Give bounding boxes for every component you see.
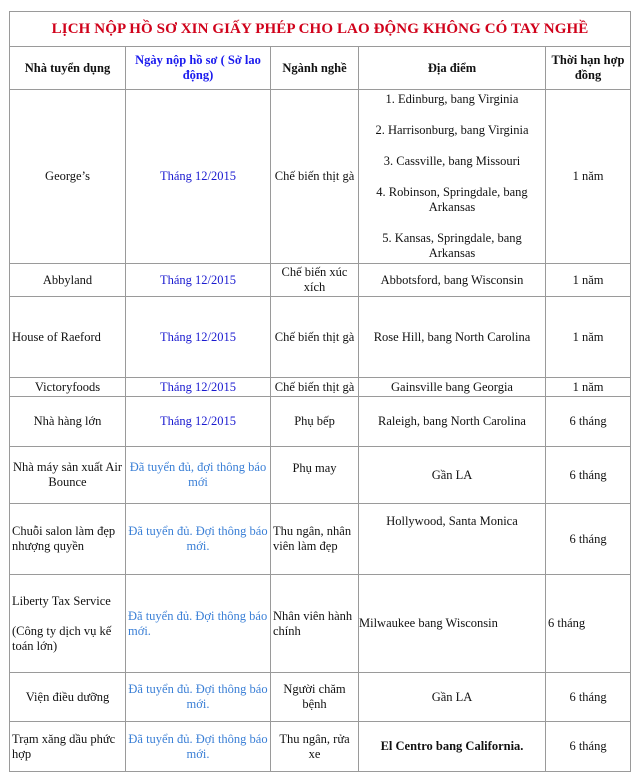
contract-cell: 6 tháng [546, 397, 631, 447]
contract-cell: 1 năm [546, 264, 631, 297]
location-cell: El Centro bang California. [359, 722, 546, 772]
industry-cell: Thu ngân, rửa xe [271, 722, 359, 772]
contract-cell: 1 năm [546, 378, 631, 397]
location-item: 3. Cassville, bang Missouri [383, 154, 521, 168]
contract-cell: 6 tháng [546, 575, 631, 673]
date-cell: Đã tuyển đủ. Đợi thông báo mới. [126, 722, 271, 772]
location-cell: Gần LA [359, 673, 546, 722]
industry-cell: Chế biến thịt gà [271, 297, 359, 378]
contract-cell: 6 tháng [546, 722, 631, 772]
date-cell: Đã tuyển đủ. Đợi thông báo mới. [126, 673, 271, 722]
employer-cell: Nhà máy sản xuất Air Bounce [10, 447, 126, 504]
contract-cell: 6 tháng [546, 447, 631, 504]
industry-cell: Nhân viên hành chính [271, 575, 359, 673]
location-cell: Milwaukee bang Wisconsin [359, 575, 546, 673]
location-cell [359, 90, 546, 264]
employer-cell [10, 575, 126, 673]
date-cell: Tháng 12/2015 [126, 378, 271, 397]
table-title: LỊCH NỘP HỒ SƠ XIN GIẤY PHÉP CHO LAO ĐỘNG KHÔNG CÓ TAY NGHỀ [10, 12, 631, 47]
location-cell: Rose Hill, bang North Carolina [359, 297, 546, 378]
schedule-table [9, 11, 631, 772]
industry-cell: Chế biến thịt gà [271, 378, 359, 397]
header-industry: Ngành nghề [271, 47, 359, 90]
location-item: 1. Edinburg, bang Virginia [385, 92, 519, 106]
table-row [10, 90, 631, 264]
table-row [10, 378, 631, 397]
industry-cell: Người chăm bệnh [271, 673, 359, 722]
table-row [10, 575, 631, 673]
header-employer: Nhà tuyển dụng [10, 47, 126, 90]
date-cell: Tháng 12/2015 [126, 297, 271, 378]
industry-cell: Phụ may [271, 447, 359, 504]
table-row [10, 722, 631, 772]
table-row [10, 447, 631, 504]
employer-cell: Abbyland [10, 264, 126, 297]
employer-cell: Victoryfoods [10, 378, 126, 397]
header-location: Địa điểm [359, 47, 546, 90]
location-item: 2. Harrisonburg, bang Virginia [375, 123, 529, 137]
employer-cell: Chuỗi salon làm đẹp nhượng quyền [10, 504, 126, 575]
location-cell: Raleigh, bang North Carolina [359, 397, 546, 447]
industry-cell: Chế biến xúc xích [271, 264, 359, 297]
location-item: 5. Kansas, Springdale, bang Arkansas [382, 231, 522, 260]
table-row [10, 297, 631, 378]
location-cell: Gần LA [359, 447, 546, 504]
table-row [10, 264, 631, 297]
location-cell: Hollywood, Santa Monica [359, 504, 546, 575]
contract-cell: 6 tháng [546, 673, 631, 722]
table-row [10, 504, 631, 575]
industry-cell: Thu ngân, nhân viên làm đẹp [271, 504, 359, 575]
date-cell: Đã tuyển đủ. Đợi thông báo mới. [126, 575, 271, 673]
employer-cell: Nhà hàng lớn [10, 397, 126, 447]
location-cell: Gainsville bang Georgia [359, 378, 546, 397]
employer-cell: Viện điều dưỡng [10, 673, 126, 722]
location-item: 4. Robinson, Springdale, bang Arkansas [376, 185, 528, 214]
header-contract: Thời hạn hợp đồng [546, 47, 631, 90]
date-cell: Tháng 12/2015 [126, 90, 271, 264]
employer-cell: Trạm xăng dầu phức hợp [10, 722, 126, 772]
industry-cell: Phụ bếp [271, 397, 359, 447]
contract-cell: 6 tháng [546, 504, 631, 575]
employer-description: (Công ty dịch vụ kế toán lớn) [12, 623, 112, 653]
industry-cell: Chế biến thịt gà [271, 90, 359, 264]
date-cell: Đã tuyển đủ, đợi thông báo mới [126, 447, 271, 504]
header-submit-date: Ngày nộp hồ sơ ( Sở lao động) [126, 47, 271, 90]
date-cell: Tháng 12/2015 [126, 264, 271, 297]
date-cell: Tháng 12/2015 [126, 397, 271, 447]
date-cell: Đã tuyển đủ. Đợi thông báo mới. [126, 504, 271, 575]
contract-cell: 1 năm [546, 297, 631, 378]
employer-name: Liberty Tax Service [12, 593, 111, 608]
table-row [10, 397, 631, 447]
location-cell: Abbotsford, bang Wisconsin [359, 264, 546, 297]
contract-cell: 1 năm [546, 90, 631, 264]
header-row [10, 47, 631, 90]
employer-cell: House of Raeford [10, 297, 126, 378]
table-row [10, 673, 631, 722]
employer-cell: George’s [10, 90, 126, 264]
